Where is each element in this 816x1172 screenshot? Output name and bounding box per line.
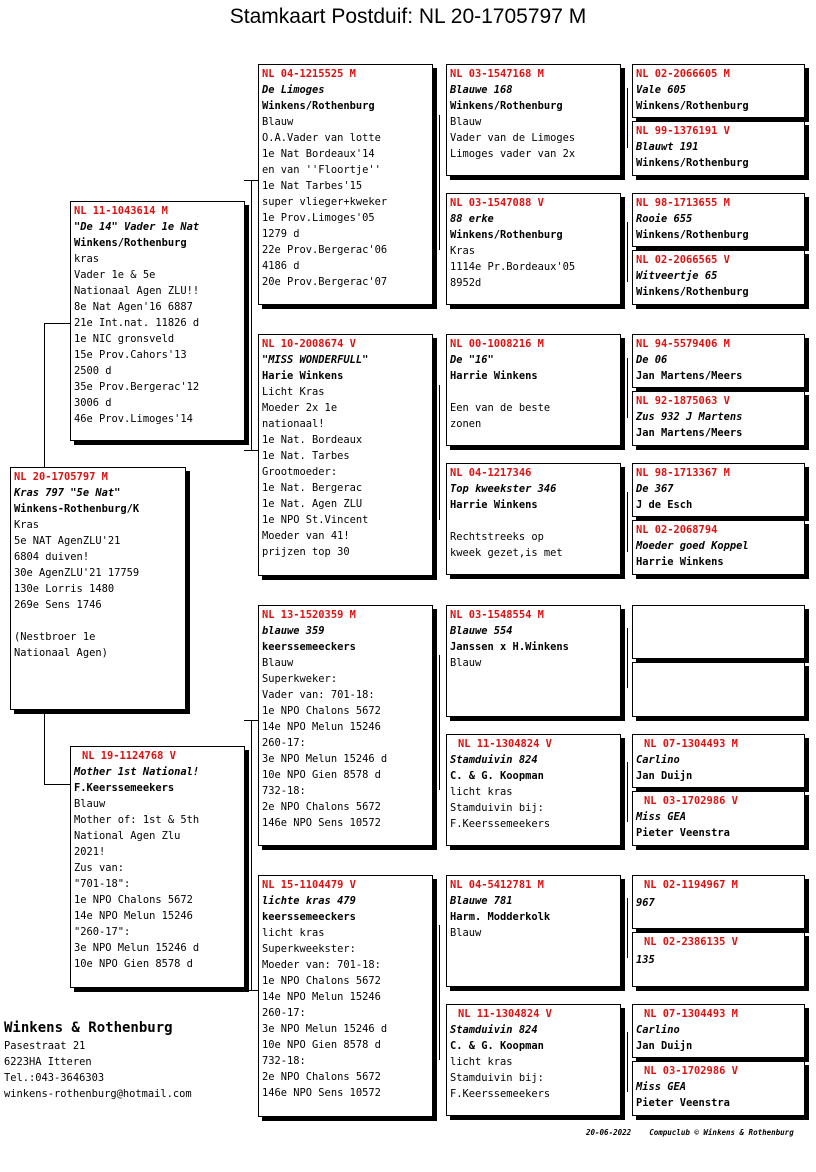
info-line: Blauw [450, 116, 482, 128]
info-line: 1e NPO St.Vincent [262, 514, 369, 526]
pigeon-card-main [10, 467, 186, 710]
pigeon-card-grandmother-maternal [258, 875, 433, 1117]
pigeon-name: De "16" [450, 354, 494, 366]
connector-line [627, 898, 628, 958]
info-line: 732-18: [262, 785, 306, 797]
breeder: Harrie Winkens [450, 370, 538, 382]
info-line: Kras [14, 519, 40, 531]
connector-line [627, 762, 628, 822]
breeder [636, 696, 801, 712]
pigeon-name: Stamduivin 824 [450, 754, 538, 766]
connector-line [627, 1032, 628, 1092]
info-line: 3e NPO Melun 15246 d [262, 1023, 388, 1035]
info-line: 22e Prov.Bergerac'06 [262, 244, 388, 256]
info-line: 10e NPO Gien 8578 d [262, 1039, 381, 1051]
info-line: 14e NPO Melun 15246 [262, 991, 381, 1003]
info-line: 46e Prov.Limoges'14 [74, 413, 193, 425]
footer-date: 20-06-2022 [586, 1128, 632, 1137]
info-line: Stamduivin bij: [450, 802, 544, 814]
breeder: C. & G. Koopman [450, 770, 544, 782]
pigeon-name: Blauwe 168 [450, 84, 513, 96]
pigeon-card-great-grandparent [446, 334, 621, 446]
info-line: 8e Nat Agen'16 6887 [74, 301, 193, 313]
breeder: Winkens/Rothenburg [636, 100, 749, 112]
info-line: 3006 d [74, 397, 112, 409]
connector-line [44, 323, 70, 324]
info-line: Limoges vader van 2x [450, 148, 576, 160]
info-line: super vlieger+kweker [262, 196, 388, 208]
pigeon-name: "De 14" Vader 1e Nat [74, 221, 200, 233]
info-line: Nationaal Agen) [14, 647, 108, 659]
pigeon-name: De 06 [636, 354, 668, 366]
info-line: zonen [450, 418, 482, 430]
pigeon-name: Mother 1st National! [74, 766, 200, 778]
pigeon-card-grandfather-maternal [258, 605, 433, 846]
info-line: 1e NPO Chalons 5672 [74, 894, 193, 906]
breeder [636, 968, 801, 984]
pigeon-name: Miss GEA [636, 811, 687, 823]
pigeon-name: 88 erke [450, 213, 494, 225]
info-line: Grootmoeder: [262, 466, 338, 478]
info-line: Blauw [450, 657, 482, 669]
pigeon-name: Top kweekster 346 [450, 483, 557, 495]
ring-number: NL 04-5412781 M [450, 879, 544, 891]
info-line: 2021! [74, 846, 106, 858]
pigeon-card-gg-grandparent-empty [632, 662, 805, 717]
info-line: Vader van de Limoges [450, 132, 576, 144]
pigeon-card-gg-grandparent [632, 121, 805, 176]
pigeon-card-gg-grandparent [632, 734, 805, 788]
pigeon-name: blauwe 359 [262, 625, 325, 637]
pigeon-card-gg-grandparent [632, 1004, 805, 1058]
ring-number: NL 04-1217346 [450, 467, 532, 479]
info-line: Zus van: [74, 862, 125, 874]
connector-line [439, 385, 440, 520]
info-line: 1e NPO Chalons 5672 [262, 975, 381, 987]
pigeon-card-gg-grandparent [632, 520, 805, 575]
info-line: F.Keerssemeekers [450, 818, 551, 830]
breeder: J de Esch [636, 499, 693, 511]
pigeon-name: "MISS WONDERFULL" [262, 354, 369, 366]
owner-address: Pasestraat 21 [4, 1040, 86, 1052]
ring-number [636, 664, 801, 680]
breeder: Winkens/Rothenburg [636, 286, 749, 298]
connector-line [439, 655, 440, 790]
pigeon-name: Moeder goed Koppel [636, 540, 749, 552]
breeder: Winkens/Rothenburg [450, 229, 563, 241]
info-line: 3e NPO Melun 15246 d [74, 942, 200, 954]
connector-line [627, 492, 628, 552]
breeder: Winkens/Rothenburg [74, 237, 187, 249]
info-line: 5e NAT AgenZLU'21 [14, 535, 121, 547]
pigeon-card-gg-grandparent [632, 1061, 805, 1116]
info-line: Een van de beste [450, 402, 551, 414]
ring-number: NL 02-2066565 V [636, 254, 730, 266]
pigeon-name: Zus 932 J Martens [636, 411, 743, 423]
ring-number: NL 98-1713655 M [636, 197, 730, 209]
info-line: kras [74, 253, 100, 265]
pigeon-name: Carlino [636, 754, 680, 766]
info-line: 1e Prov.Limoges'05 [262, 212, 375, 224]
pigeon-card-great-grandparent [446, 193, 621, 305]
breeder: Harm. Modderkolk [450, 911, 551, 923]
breeder [636, 639, 801, 655]
pigeon-card-father [70, 201, 245, 441]
info-line: Moeder 2x 1e [262, 402, 338, 414]
ring-number: NL 07-1304493 M [644, 738, 738, 750]
breeder [636, 911, 801, 927]
pigeon-name: Stamduivin 824 [450, 1024, 538, 1036]
connector-line [251, 180, 252, 450]
info-line: nationaal! [262, 418, 325, 430]
connector-line [244, 450, 258, 451]
ring-number: NL 03-1548554 M [450, 609, 544, 621]
info-line: Blauw [262, 657, 294, 669]
footer [586, 1128, 794, 1137]
info-line: 1e Nat Bordeaux'14 [262, 148, 375, 160]
info-line: "260-17": [74, 926, 131, 938]
info-line: Mother of: 1st & 5th [74, 814, 200, 826]
pigeon-card-grandfather-paternal [258, 64, 433, 305]
info-line: 10e NPO Gien 8578 d [262, 769, 381, 781]
pigeon-name: 135 [636, 954, 655, 966]
breeder: Jan Martens/Meers [636, 427, 743, 439]
pigeon-card-gg-grandparent [632, 64, 805, 118]
info-line: 14e NPO Melun 15246 [262, 721, 381, 733]
pigeon-card-mother [70, 746, 245, 988]
info-line: 14e NPO Melun 15246 [74, 910, 193, 922]
pigeon-card-great-grandparent [446, 64, 621, 176]
pigeon-card-great-grandparent [446, 463, 621, 575]
info-line: National Agen Zlu [74, 830, 181, 842]
owner-name: Winkens & Rothenburg [4, 1020, 173, 1036]
pigeon-name: Blauwt 191 [636, 141, 699, 153]
info-line: 10e NPO Gien 8578 d [74, 958, 193, 970]
breeder: Winkens/Rothenburg [636, 229, 749, 241]
breeder: Jan Duijn [636, 1040, 693, 1052]
breeder: Jan Martens/Meers [636, 370, 743, 382]
pigeon-name [636, 680, 801, 696]
breeder: Winkens/Rothenburg [262, 100, 375, 112]
ring-number: NL 00-1008216 M [450, 338, 544, 350]
footer-credit: Compuclub © Winkens & Rothenburg [649, 1128, 794, 1137]
owner-postcode: 6223HA Itteren [4, 1056, 92, 1068]
ring-number: NL 20-1705797 M [14, 471, 108, 483]
ring-number: NL 19-1124768 V [82, 750, 176, 762]
connector-line [44, 323, 45, 468]
connector-line [44, 784, 70, 785]
info-line: 732-18: [262, 1055, 306, 1067]
breeder: Harrie Winkens [450, 499, 538, 511]
ring-number: NL 04-1215525 M [262, 68, 356, 80]
ring-number: NL 02-1194967 M [644, 879, 738, 891]
info-line: 1e NIC gronsveld [74, 333, 175, 345]
ring-number: NL 03-1702986 V [644, 1065, 738, 1077]
pigeon-name: Vale 605 [636, 84, 687, 96]
ring-number [636, 607, 801, 623]
pigeon-card-gg-grandparent [632, 193, 805, 247]
info-line: 260-17: [262, 1007, 306, 1019]
info-line: 146e NPO Sens 10572 [262, 817, 381, 829]
info-line: Vader 1e & 5e [74, 269, 156, 281]
info-line: Blauw [262, 116, 294, 128]
breeder: Harie Winkens [262, 370, 344, 382]
info-line: 6804 duiven! [14, 551, 90, 563]
pigeon-card-gg-grandparent [632, 932, 805, 987]
info-line: Nationaal Agen ZLU!! [74, 285, 200, 297]
ring-number: NL 11-1304824 V [458, 738, 552, 750]
info-line: Licht Kras [262, 386, 325, 398]
pigeon-name: Miss GEA [636, 1081, 687, 1093]
connector-line [244, 990, 258, 991]
pigeon-card-gg-grandparent [632, 250, 805, 305]
info-line: 20e Prov.Bergerac'07 [262, 276, 388, 288]
breeder: Pieter Veenstra [636, 1097, 730, 1109]
pigeon-card-great-grandparent [446, 605, 621, 717]
connector-line [627, 88, 628, 148]
pigeon-name: 967 [636, 897, 655, 909]
info-line: 21e Int.nat. 11826 d [74, 317, 200, 329]
pigeon-card-great-grandparent [446, 875, 621, 987]
breeder: Winkens-Rothenburg/K [14, 503, 140, 515]
pigeon-card-gg-grandparent-empty [632, 605, 805, 659]
ring-number: NL 98-1713367 M [636, 467, 730, 479]
info-line: licht kras [262, 927, 325, 939]
connector-line [439, 925, 440, 1060]
breeder: Janssen x H.Winkens [450, 641, 569, 653]
pigeon-name: De Limoges [262, 84, 325, 96]
info-line: Rechtstreeks op [450, 531, 544, 543]
owner-block [4, 1018, 192, 1102]
info-line: Moeder van 41! [262, 530, 350, 542]
breeder: Pieter Veenstra [636, 827, 730, 839]
ring-number: NL 02-2068794 [636, 524, 718, 536]
info-line: 2500 d [74, 365, 112, 377]
info-line: 1279 d [262, 228, 300, 240]
info-line: 1e Nat Tarbes'15 [262, 180, 363, 192]
pigeon-name: Rooie 655 [636, 213, 693, 225]
pigeon-card-gg-grandparent [632, 334, 805, 388]
breeder: Winkens/Rothenburg [450, 100, 563, 112]
pigeon-card-gg-grandparent [632, 463, 805, 517]
info-line: Vader van: 701-18: [262, 689, 375, 701]
info-line: 1114e Pr.Bordeaux'05 [450, 261, 576, 273]
ring-number: NL 02-2066605 M [636, 68, 730, 80]
pigeon-card-gg-grandparent [632, 391, 805, 446]
info-line: Blauw [74, 798, 106, 810]
info-line: en van ''Floortje'' [262, 164, 381, 176]
info-line: 2e NPO Chalons 5672 [262, 1071, 381, 1083]
info-line: Superkweekster: [262, 943, 356, 955]
info-line: 3e NPO Melun 15246 d [262, 753, 388, 765]
info-line: 146e NPO Sens 10572 [262, 1087, 381, 1099]
ring-number: NL 02-2386135 V [644, 936, 738, 948]
info-line [450, 513, 617, 529]
connector-line [251, 720, 252, 990]
breeder: Winkens/Rothenburg [636, 157, 749, 169]
info-line: 130e Lorris 1480 [14, 583, 115, 595]
pigeon-name: Witveertje 65 [636, 270, 718, 282]
ring-number: NL 92-1875063 V [636, 395, 730, 407]
info-line: 8952d [450, 277, 482, 289]
page-title: Stamkaart Postduif: NL 20-1705797 M [229, 5, 587, 28]
info-line: 269e Sens 1746 [14, 599, 102, 611]
pigeon-name: Carlino [636, 1024, 680, 1036]
ring-number: NL 11-1304824 V [458, 1008, 552, 1020]
info-line: Stamduivin bij: [450, 1072, 544, 1084]
ring-number: NL 07-1304493 M [644, 1008, 738, 1020]
info-line: prijzen top 30 [262, 546, 350, 558]
info-line: 1e Nat. Agen ZLU [262, 498, 363, 510]
pigeon-card-great-grandparent [446, 734, 621, 846]
info-line: 35e Prov.Bergerac'12 [74, 381, 200, 393]
breeder: keerssemeeckers [262, 641, 356, 653]
info-line: licht kras [450, 1056, 513, 1068]
info-line: 1e Nat. Bergerac [262, 482, 363, 494]
owner-email: winkens-rothenburg@hotmail.com [4, 1088, 192, 1100]
pigeon-card-grandmother-paternal [258, 334, 433, 576]
ring-number: NL 10-2008674 V [262, 338, 356, 350]
breeder: C. & G. Koopman [450, 1040, 544, 1052]
info-line: 15e Prov.Cahors'13 [74, 349, 187, 361]
info-line: Kras [450, 245, 476, 257]
pigeon-card-great-grandparent [446, 1004, 621, 1116]
ring-number: NL 11-1043614 M [74, 205, 168, 217]
connector-line [44, 712, 45, 784]
pigeon-name: Blauwe 781 [450, 895, 513, 907]
pigeon-card-gg-grandparent [632, 791, 805, 846]
info-line: 260-17: [262, 737, 306, 749]
breeder: keerssemeeckers [262, 911, 356, 923]
connector-line [627, 222, 628, 282]
ring-number: NL 03-1547088 V [450, 197, 544, 209]
info-line: 4186 d [262, 260, 300, 272]
info-line [450, 384, 617, 400]
info-line: 1e NPO Chalons 5672 [262, 705, 381, 717]
info-line: 2e NPO Chalons 5672 [262, 801, 381, 813]
pigeon-name: lichte kras 479 [262, 895, 356, 907]
pigeon-card-gg-grandparent [632, 875, 805, 929]
info-line: 1e Nat. Bordeaux [262, 434, 363, 446]
pigeon-name: De 367 [636, 483, 674, 495]
info-line: licht kras [450, 786, 513, 798]
breeder: Harrie Winkens [636, 556, 724, 568]
info-line: Superkweker: [262, 673, 338, 685]
info-line: (Nestbroer 1e [14, 631, 96, 643]
ring-number: NL 15-1104479 V [262, 879, 356, 891]
breeder: F.Keerssemeekers [74, 782, 175, 794]
pigeon-name: Blauwe 554 [450, 625, 513, 637]
ring-number: NL 03-1702986 V [644, 795, 738, 807]
info-line: Moeder van: 701-18: [262, 959, 381, 971]
connector-line [627, 358, 628, 418]
info-line: Blauw [450, 927, 482, 939]
ring-number: NL 99-1376191 V [636, 125, 730, 137]
info-line: "701-18": [74, 878, 131, 890]
connector-line [439, 115, 440, 250]
pigeon-name [636, 623, 801, 639]
info-line: 1e Nat. Tarbes [262, 450, 350, 462]
breeder: Jan Duijn [636, 770, 693, 782]
connector-line [627, 628, 628, 688]
info-line: 30e AgenZLU'21 17759 [14, 567, 140, 579]
ring-number: NL 03-1547168 M [450, 68, 544, 80]
ring-number: NL 94-5579406 M [636, 338, 730, 350]
info-line: kweek gezet,is met [450, 547, 563, 559]
owner-phone: Tel.:043-3646303 [4, 1072, 105, 1084]
ring-number: NL 13-1520359 M [262, 609, 356, 621]
pigeon-name: Kras 797 "5e Nat" [14, 487, 121, 499]
info-line: F.Keerssemeekers [450, 1088, 551, 1100]
info-line: O.A.Vader van lotte [262, 132, 381, 144]
info-line [14, 613, 182, 629]
